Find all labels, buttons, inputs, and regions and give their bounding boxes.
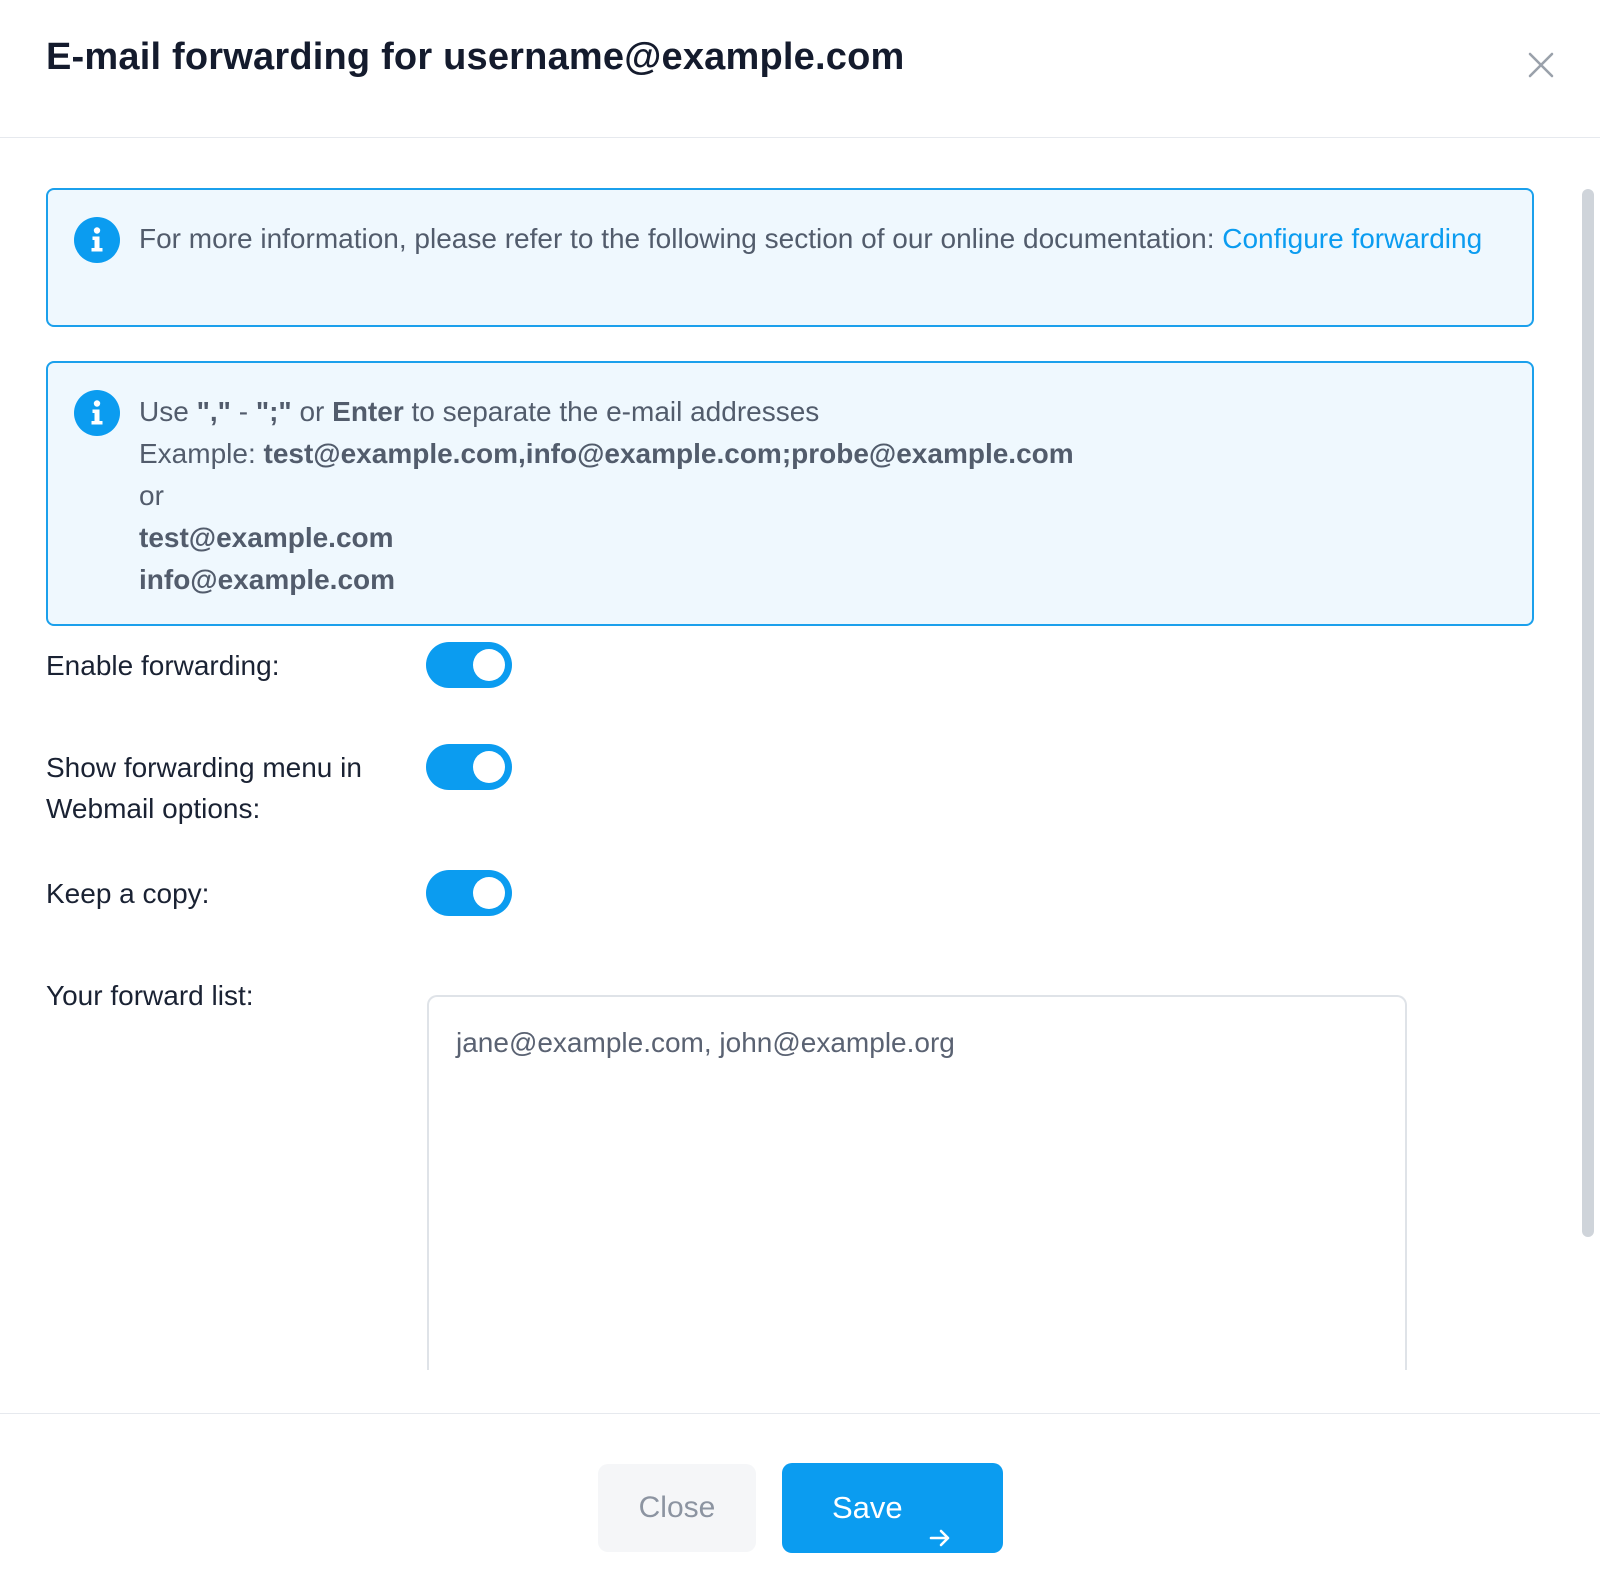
keep-copy-label: Keep a copy:: [46, 878, 210, 909]
dialog-title: E-mail forwarding for username@example.com: [46, 36, 905, 78]
save-button-label: Save: [832, 1490, 903, 1525]
toggle-knob: [473, 649, 505, 681]
example-line-two: info@example.com: [139, 564, 396, 595]
show-forwarding-menu-toggle[interactable]: [426, 744, 512, 790]
documentation-info-text: [139, 218, 1509, 260]
semicolon-symbol: ";": [255, 396, 292, 427]
separator-info-box: [46, 361, 1534, 626]
documentation-info-message: For more information, please refer to the following section of our online documentation:: [139, 223, 1223, 254]
info-icon: [74, 217, 120, 263]
example-line: [139, 433, 1509, 475]
enter-key-text: Enter: [332, 396, 404, 427]
or-text: or: [291, 396, 333, 427]
separator-rest-text: to separate the e-mail addresses: [403, 396, 820, 427]
dialog-body: [0, 139, 1600, 1370]
dialog-footer: [0, 1413, 1600, 1588]
toggle-knob: [473, 877, 505, 909]
save-button[interactable]: [782, 1463, 1003, 1553]
dash-text: -: [230, 396, 256, 427]
close-button[interactable]: Close: [598, 1464, 756, 1552]
scrollbar[interactable]: [1582, 189, 1594, 1237]
separator-info-text: [139, 391, 1509, 601]
example-value: test@example.com,info@example.com;probe@example.com: [263, 438, 1074, 469]
documentation-info-box: [46, 188, 1534, 327]
configure-forwarding-link[interactable]: Configure forwarding: [1222, 223, 1483, 254]
comma-symbol: ",": [196, 396, 231, 427]
show-forwarding-menu-label: Show forwarding menu in Webmail options:: [46, 752, 362, 824]
separator-instruction-line: [139, 391, 1509, 433]
arrow-right-icon: [927, 1496, 953, 1522]
forward-list-label: Your forward list:: [46, 980, 254, 1011]
enable-forwarding-toggle[interactable]: [426, 642, 512, 688]
info-icon: [74, 390, 120, 436]
close-icon[interactable]: [1526, 50, 1556, 80]
enable-forwarding-label: Enable forwarding:: [46, 650, 280, 681]
example-line-one: test@example.com: [139, 522, 394, 553]
use-text: Use: [139, 396, 197, 427]
dialog-header: [0, 0, 1600, 138]
or-line: or: [139, 480, 164, 511]
example-prefix: Example:: [139, 438, 264, 469]
forward-list-textarea[interactable]: jane@example.com, john@example.org: [427, 995, 1407, 1370]
keep-copy-toggle[interactable]: [426, 870, 512, 916]
toggle-knob: [473, 751, 505, 783]
